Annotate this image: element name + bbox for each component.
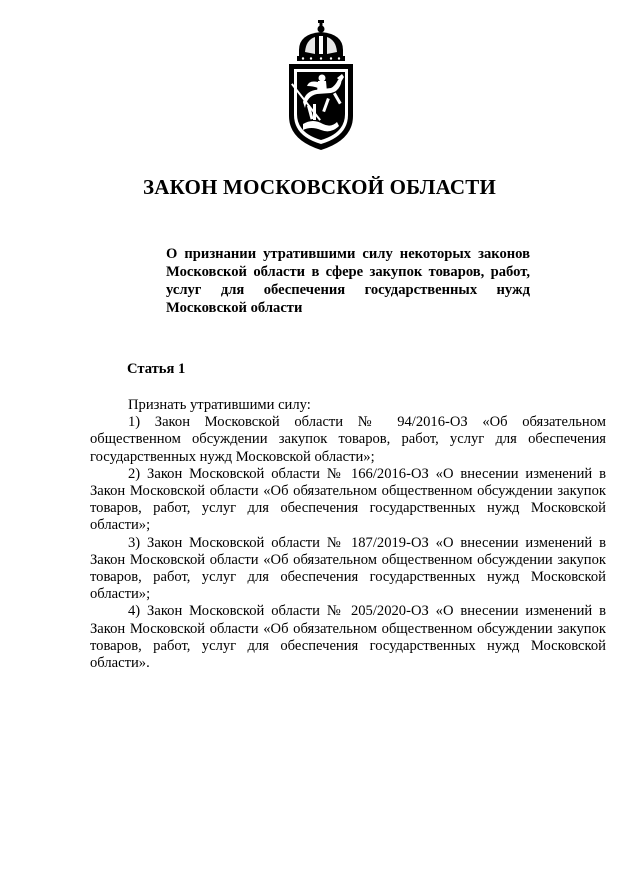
article-heading: Статья 1 xyxy=(127,361,186,377)
list-item: 3) Закон Московской области № 187/2019-ОЗ «О внесении изменений в Закон Московской области «Об обязательном общественном обсуждении закупок товаров, работ, услуг для обеспечения государственных нужд Московской области»; xyxy=(90,534,606,603)
list-item: 4) Закон Московской области № 205/2020-ОЗ «О внесении изменений в Закон Московской области «Об обязательном общественном обсуждении закупок товаров, работ, услуг для обеспечения государственных нужд Московской области». xyxy=(90,603,606,672)
article-intro: Признать утратившими силу: xyxy=(128,397,311,413)
article-body xyxy=(90,397,606,672)
document-title: ЗАКОН МОСКОВСКОЙ ОБЛАСТИ xyxy=(142,175,497,199)
list-item: 2) Закон Московской области № 166/2016-ОЗ «О внесении изменений в Закон Московской области «Об обязательном общественном обсуждении закупок товаров, работ, услуг для обеспечения государственных нужд Московской области»; xyxy=(90,465,606,534)
list-item: 1) Закон Московской области № 94/2016-ОЗ «Об обязательном общественном обсуждении закупок товаров, работ, услуг для обеспечения государственных нужд Московской области»; xyxy=(90,414,606,465)
law-subject: О признании утратившими силу некоторых законов Московской области в сфере закупок товаров, работ, услуг для обеспечения государственных нужд Московской области xyxy=(166,246,530,316)
coat-of-arms-icon xyxy=(285,20,357,152)
